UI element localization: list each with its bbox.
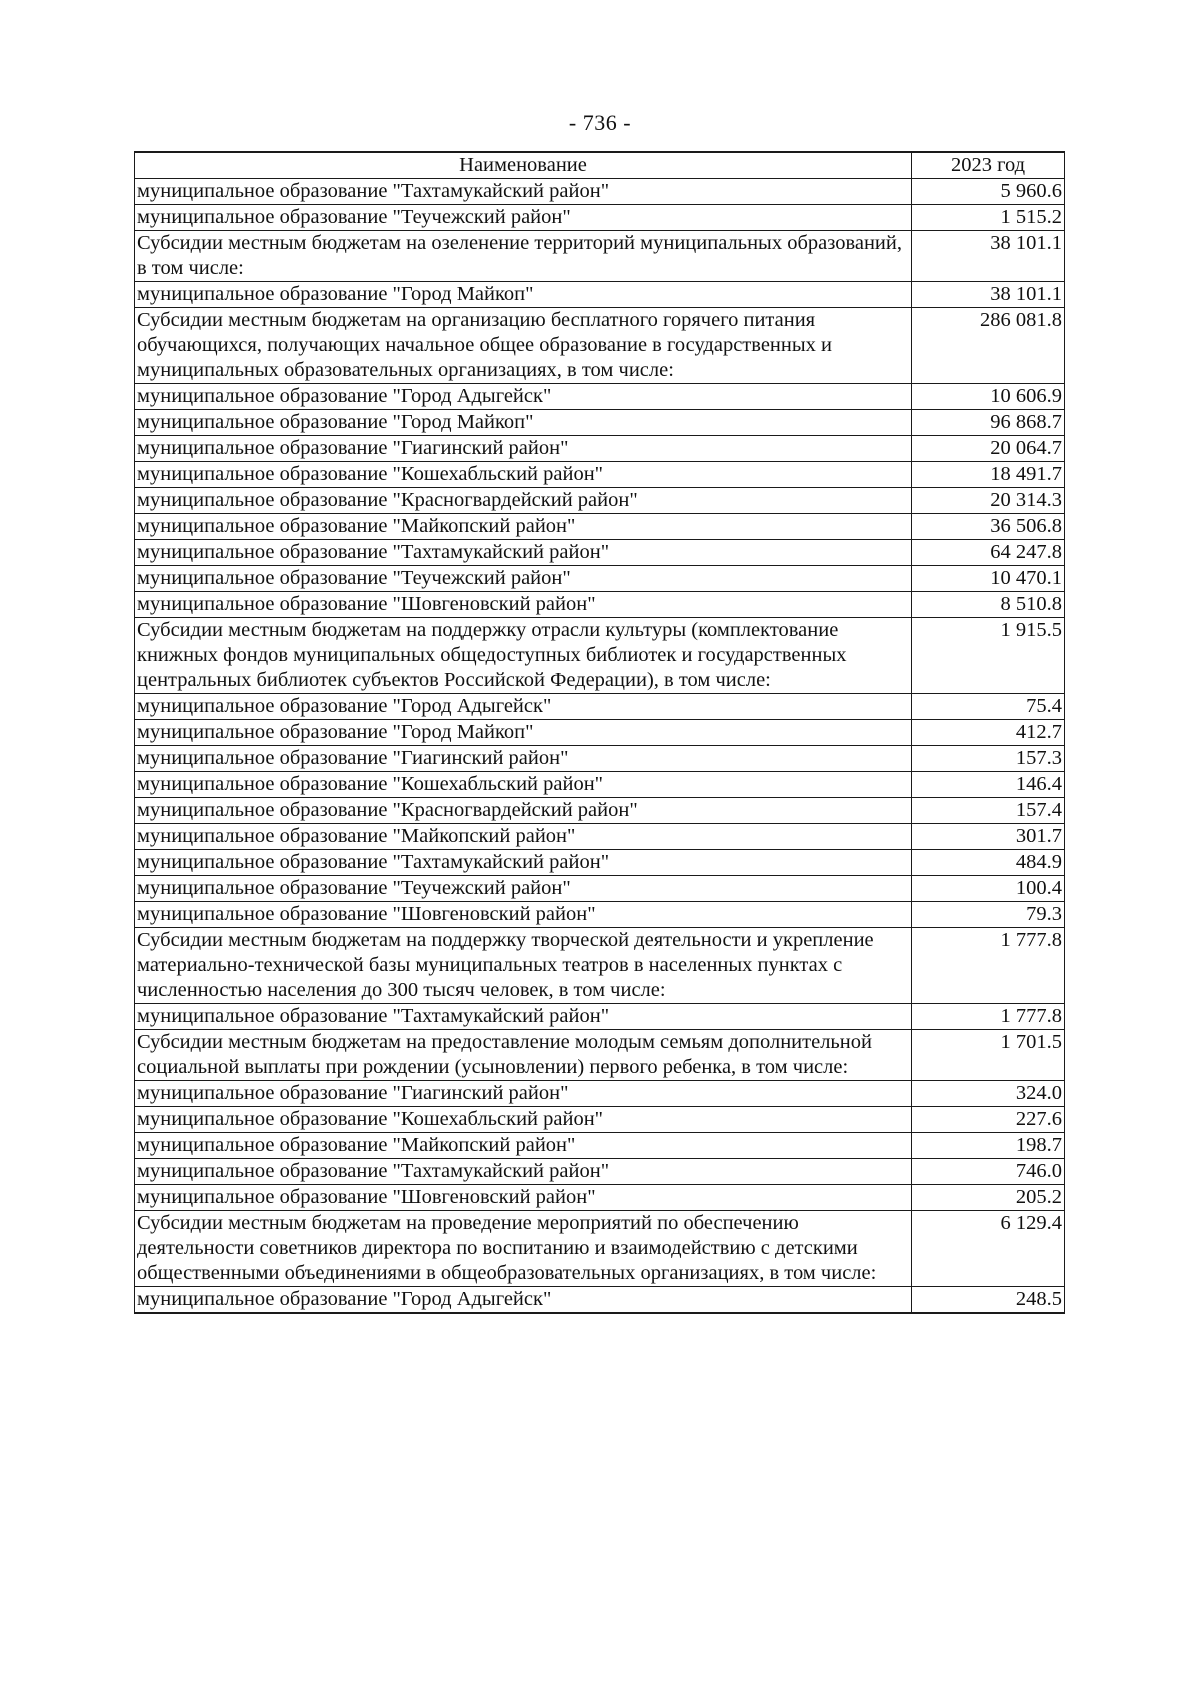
table-row [135, 798, 1065, 824]
row-name: Субсидии местным бюджетам на организацию бесплатного горячего питания обучающихся, получающих начальное общее образование в государственных и муниципальных образовательных организациях, в том числе: [135, 308, 912, 384]
row-value: 484.9 [912, 850, 1065, 876]
table-row [135, 824, 1065, 850]
table-row [135, 1107, 1065, 1133]
row-value: 1 777.8 [912, 928, 1065, 1004]
table-row [135, 462, 1065, 488]
table-row [135, 1030, 1065, 1081]
row-value: 746.0 [912, 1159, 1065, 1185]
row-name: муниципальное образование "Город Адыгейск" [135, 1287, 912, 1314]
table-row [135, 1004, 1065, 1030]
row-name: муниципальное образование "Тахтамукайский район" [135, 540, 912, 566]
row-name: Субсидии местным бюджетам на предоставление молодым семьям дополнительной социальной выплаты при рождении (усыновлении) первого ребенка, в том числе: [135, 1030, 912, 1081]
row-value: 205.2 [912, 1185, 1065, 1211]
row-value: 5 960.6 [912, 179, 1065, 205]
table-row [135, 282, 1065, 308]
header-name: Наименование [135, 152, 912, 179]
row-name: муниципальное образование "Красногвардейский район" [135, 488, 912, 514]
row-name: муниципальное образование "Теучежский район" [135, 205, 912, 231]
row-name: муниципальное образование "Шовгеновский район" [135, 902, 912, 928]
table-row [135, 410, 1065, 436]
row-name: Субсидии местным бюджетам на поддержку отрасли культуры (комплектование книжных фондов муниципальных общедоступных библиотек и государственных центральных библиотек субъектов Российской Федерации), в том числе: [135, 618, 912, 694]
row-name: муниципальное образование "Кошехабльский район" [135, 462, 912, 488]
row-name: Субсидии местным бюджетам на озеленение территорий муниципальных образований, в том числе: [135, 231, 912, 282]
row-name: муниципальное образование "Кошехабльский район" [135, 1107, 912, 1133]
table-row [135, 514, 1065, 540]
row-name: Субсидии местным бюджетам на проведение мероприятий по обеспечению деятельности советников директора по воспитанию и взаимодействию с детскими общественными объединениями в общеобразовательных организациях, в том числе: [135, 1211, 912, 1287]
row-name: муниципальное образование "Гиагинский район" [135, 1081, 912, 1107]
row-name: муниципальное образование "Тахтамукайский район" [135, 179, 912, 205]
row-name: муниципальное образование "Гиагинский район" [135, 746, 912, 772]
row-name: муниципальное образование "Тахтамукайский район" [135, 1004, 912, 1030]
row-value: 248.5 [912, 1287, 1065, 1314]
table-row [135, 308, 1065, 384]
row-value: 157.4 [912, 798, 1065, 824]
table-row [135, 850, 1065, 876]
table-row [135, 436, 1065, 462]
page-number: - 736 - [568, 110, 632, 135]
row-value: 100.4 [912, 876, 1065, 902]
table-row [135, 540, 1065, 566]
row-name: муниципальное образование "Шовгеновский район" [135, 1185, 912, 1211]
row-value: 227.6 [912, 1107, 1065, 1133]
table-row [135, 205, 1065, 231]
row-value: 10 470.1 [912, 566, 1065, 592]
table-row [135, 1185, 1065, 1211]
table-row [135, 876, 1065, 902]
row-value: 20 314.3 [912, 488, 1065, 514]
row-value: 10 606.9 [912, 384, 1065, 410]
row-name: муниципальное образование "Город Майкоп" [135, 410, 912, 436]
table-row [135, 566, 1065, 592]
table-row [135, 1159, 1065, 1185]
row-name: муниципальное образование "Красногвардейский район" [135, 798, 912, 824]
row-name: муниципальное образование "Город Майкоп" [135, 720, 912, 746]
row-value: 412.7 [912, 720, 1065, 746]
row-value: 198.7 [912, 1133, 1065, 1159]
row-value: 38 101.1 [912, 231, 1065, 282]
row-value: 1 701.5 [912, 1030, 1065, 1081]
row-value: 1 515.2 [912, 205, 1065, 231]
table-row [135, 488, 1065, 514]
row-name: муниципальное образование "Майкопский район" [135, 824, 912, 850]
table-row [135, 618, 1065, 694]
row-value: 36 506.8 [912, 514, 1065, 540]
table-row [135, 694, 1065, 720]
table-row [135, 1287, 1065, 1314]
row-name: муниципальное образование "Тахтамукайский район" [135, 850, 912, 876]
row-value: 1 777.8 [912, 1004, 1065, 1030]
row-value: 18 491.7 [912, 462, 1065, 488]
row-name: муниципальное образование "Город Майкоп" [135, 282, 912, 308]
table-header-row [135, 152, 1065, 179]
table-row [135, 1133, 1065, 1159]
row-name: муниципальное образование "Шовгеновский район" [135, 592, 912, 618]
row-name: муниципальное образование "Майкопский район" [135, 514, 912, 540]
row-name: муниципальное образование "Город Адыгейск" [135, 694, 912, 720]
row-name: муниципальное образование "Теучежский район" [135, 876, 912, 902]
table-row [135, 1211, 1065, 1287]
row-value: 6 129.4 [912, 1211, 1065, 1287]
row-value: 324.0 [912, 1081, 1065, 1107]
row-value: 146.4 [912, 772, 1065, 798]
table-body [135, 179, 1065, 1314]
row-value: 75.4 [912, 694, 1065, 720]
row-value: 157.3 [912, 746, 1065, 772]
row-value: 286 081.8 [912, 308, 1065, 384]
row-value: 38 101.1 [912, 282, 1065, 308]
table-row [135, 384, 1065, 410]
table-row [135, 720, 1065, 746]
row-value: 64 247.8 [912, 540, 1065, 566]
row-value: 20 064.7 [912, 436, 1065, 462]
row-value: 96 868.7 [912, 410, 1065, 436]
table-row [135, 1081, 1065, 1107]
row-value: 79.3 [912, 902, 1065, 928]
table-row [135, 928, 1065, 1004]
row-name: муниципальное образование "Теучежский район" [135, 566, 912, 592]
table-row [135, 902, 1065, 928]
row-name: муниципальное образование "Город Адыгейск" [135, 384, 912, 410]
table-row [135, 772, 1065, 798]
row-name: муниципальное образование "Майкопский район" [135, 1133, 912, 1159]
row-value: 301.7 [912, 824, 1065, 850]
table-row [135, 179, 1065, 205]
budget-table [134, 151, 1065, 1314]
row-name: муниципальное образование "Гиагинский район" [135, 436, 912, 462]
header-year: 2023 год [912, 152, 1065, 179]
table-row [135, 592, 1065, 618]
row-name: муниципальное образование "Тахтамукайский район" [135, 1159, 912, 1185]
row-value: 1 915.5 [912, 618, 1065, 694]
row-value: 8 510.8 [912, 592, 1065, 618]
table-row [135, 231, 1065, 282]
row-name: Субсидии местным бюджетам на поддержку творческой деятельности и укрепление материально-технической базы муниципальных театров в населенных пунктах с численностью населения до 300 тысяч человек, в том числе: [135, 928, 912, 1004]
table-row [135, 746, 1065, 772]
row-name: муниципальное образование "Кошехабльский район" [135, 772, 912, 798]
